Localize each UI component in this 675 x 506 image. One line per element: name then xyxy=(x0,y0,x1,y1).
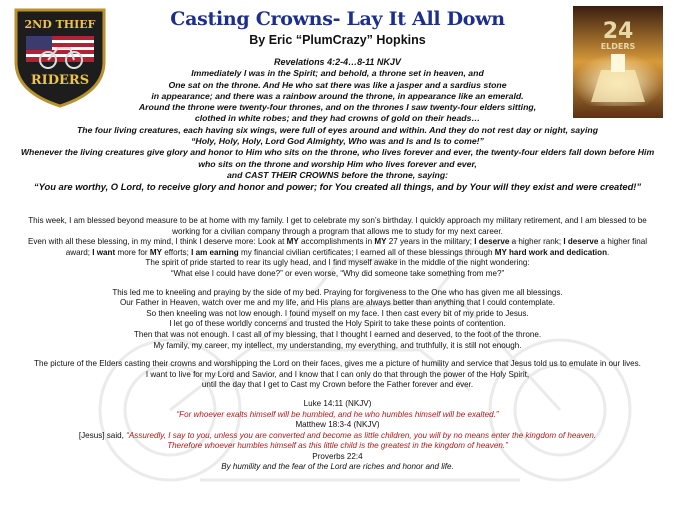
scripture-line: and CAST THEIR CROWNS before the throne, saying: xyxy=(226,169,449,180)
body-line: until the day that I get to Cast my Crown before the Father forever and ever. xyxy=(201,380,474,390)
body-line: Our Father in Heaven, watch over me and my life, and His plans are always better than anything that I could contemplate. xyxy=(119,298,556,308)
scripture-line: The four living creatures, each having six wings, were full of eyes around and within. And they do not rest day or night, saying xyxy=(76,124,599,135)
body-line: Then that was not enough. I cast all of my blessing, that I thought I earned and deserved, to the foot of the throne. xyxy=(133,329,542,339)
author-line: By Eric “PlumCrazy” Hopkins xyxy=(249,33,426,47)
scripture-line: Immediately I was in the Spirit; and behold, a throne set in heaven, and xyxy=(191,68,484,79)
scripture-line: “Holy, Holy, Holy, Lord God Almighty, Who was and Is and Is to come!” xyxy=(191,136,484,147)
verse-text: [Jesus] said, “Assuredly, I say to you, unless you are converted and become as little children, you will by no means enter the kingdom of heaven. xyxy=(78,430,597,440)
body-line: The spirit of pride started to rear its ugly head, and I find myself awake in the middle of the night wondering: xyxy=(145,258,530,268)
logo-top-text: 2ND THIEF xyxy=(24,18,96,31)
verse-reference: Proverbs 22:4 xyxy=(312,451,363,461)
body-line: Even with all these blessing, in my mind, I think I deserve more: Look at MY accomplishments in MY 27 years in the military; I deserve a higher rank; I deserve a higher final xyxy=(27,237,648,247)
scripture-line: Whenever the living creatures give glory and honor to Him who sits on the throne, who lives forever and ever, the twenty-four elders fall down before Him xyxy=(20,147,655,158)
cover-word: ELDERS xyxy=(600,42,636,51)
body-line: award; I want more for MY efforts; I am earning my financial civilian certificates; I earned all of these blessings through MY hard work and dedication. xyxy=(65,247,610,257)
scripture-block xyxy=(0,57,675,193)
verse-reference: Luke 14:11 (NKJV) xyxy=(303,398,372,408)
body-line: This week, I am blessed beyond measure to be at home with my family. I get to celebrate my son’s birthday. I quickly approach my military retirement, and I am blessed to be xyxy=(28,216,647,225)
page-title: Casting Crowns- Lay It All Down xyxy=(170,8,505,30)
body-line: This led me to kneeling and praying by the side of my bed. Praying for forgiveness to the One who has given me all blessings. xyxy=(112,287,563,297)
scripture-line: “You are worthy, O Lord, to receive glory and honor and power; for You created all things, and by Your will they exist and were created!” xyxy=(33,181,642,193)
scripture-line: who sits on the throne and worship Him who lives forever and ever, xyxy=(198,158,477,169)
body-line: “What else I could have done?” or even worse, “Why did someone take something from me?” xyxy=(170,268,505,278)
verse-text: Therefore whoever humbles himself as this little child is the greatest in the kingdom of heaven.” xyxy=(167,441,508,451)
scripture-line: One sat on the throne. And He who sat there was like a jasper and a sardius stone xyxy=(168,79,507,90)
verse-text: “For whoever exalts himself will be humbled, and he who humbles himself will be exalted.” xyxy=(176,409,499,419)
scripture-line: in appearance; and there was a rainbow around the throne, in appearance like an emerald. xyxy=(151,90,524,101)
verse-reference: Matthew 18:3-4 (NKJV) xyxy=(295,420,380,430)
logo-bottom-text: RIDERS xyxy=(30,73,90,88)
body-line: working for a civilian company through a program that allows me to study for my next career. xyxy=(172,226,503,236)
body-line: My family, my career, my intellect, my understanding, my everything, and truthfully, it is still not enough. xyxy=(153,340,522,350)
scripture-line: clothed in white robes; and they had crowns of gold on their heads… xyxy=(194,113,481,124)
scripture-reference: Revelations 4:2-4…8-11 NKJV xyxy=(274,57,401,67)
body-line: The picture of the Elders casting their crowns and worshipping the Lord on their faces, gives me a picture of humility and service that Jesus told us to emulate in our lives. xyxy=(34,359,641,369)
body-line: I let go of these worldly concerns and trusted the Holy Spirit to take these points of contention. xyxy=(169,319,506,329)
body-line: I want to live for my Lord and Savior, and I know that I can only do that through the power of the Holy Spirit, xyxy=(145,369,530,379)
verse-text: By humility and the fear of the Lord are riches and honor and life. xyxy=(221,462,454,472)
scripture-line: Around the throne were twenty-four thrones, and on the thrones I saw twenty-four elders sitting, xyxy=(138,102,537,113)
body-line: So then kneeling was not low enough. I found myself on my face. I then cast every bit of my pride to Jesus. xyxy=(146,308,529,318)
cover-number: 24 xyxy=(602,19,634,44)
body-text xyxy=(0,216,675,473)
